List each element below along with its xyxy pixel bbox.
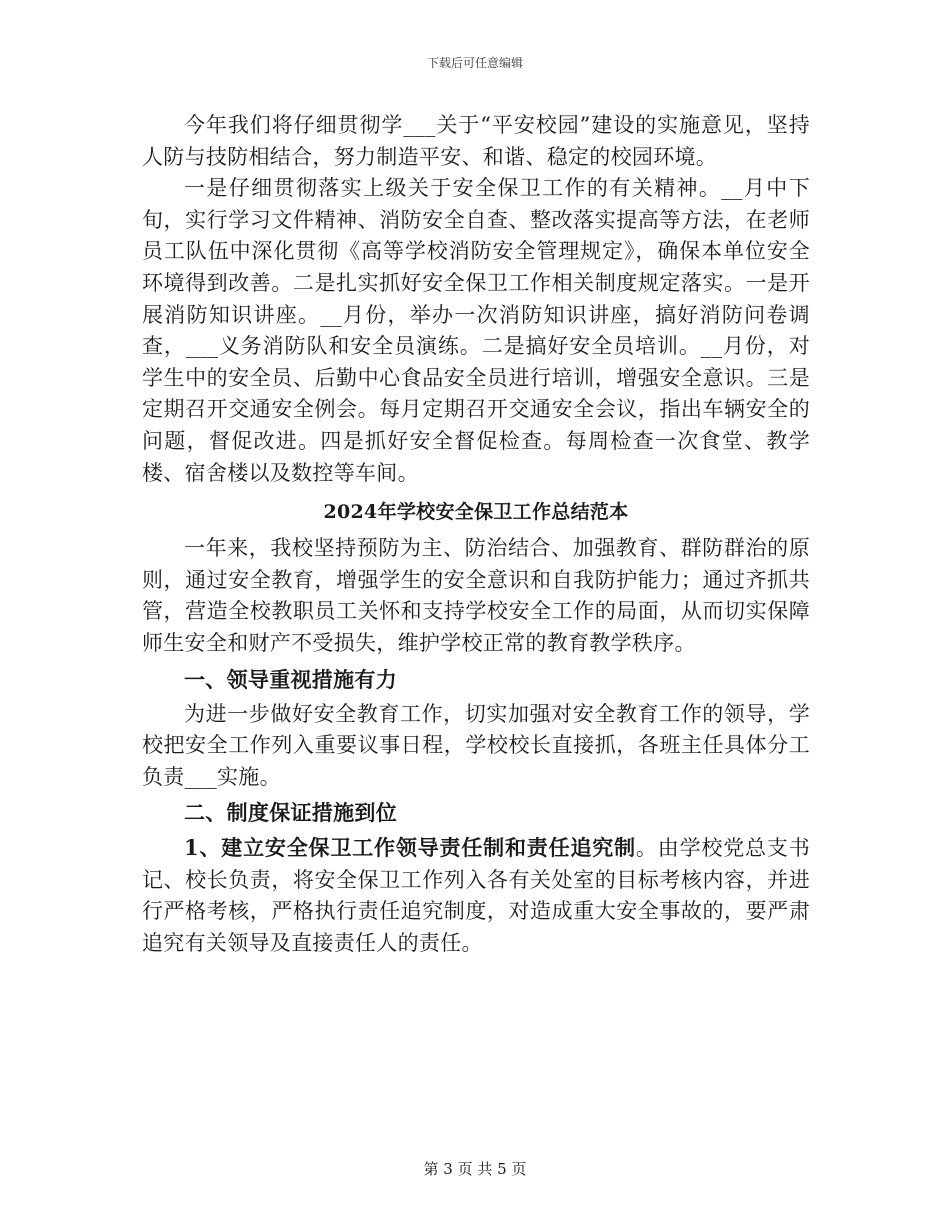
section-heading-2: 二、制度保证措施到位 [184, 800, 397, 826]
document-body [142, 110, 810, 960]
page-footer: 第 3 页 共 5 页 [423, 1160, 527, 1178]
paragraph: 今年我们将仔细贯彻学___关于“平安校园”建设的实施意见，坚持人防与技防相结合，努力制造平安、和谐、稳定的校园环境。 [142, 113, 810, 169]
document-title: 2024年学校安全保卫工作总结范本 [323, 501, 629, 524]
page-header: 下载后可任意编辑 [426, 56, 523, 70]
item-1-text: 。由学校党总支书记、校长负责，将安全保卫工作列入各有关处室的目标考核内容，并进行严格考核，严格执行责任追究制度，对造成重大安全事故的，要严肃追究有关领导及直接责任人的责任。 [142, 836, 810, 956]
section-1-paragraph: 为进一步做好安全教育工作，切实加强对安全教育工作的领导，学校把安全工作列入重要议事日程，学校校长直接抓，各班主任具体分工负责___实施。 [142, 701, 810, 789]
section-2-item-1 [142, 832, 810, 959]
intro-paragraph: 一年来，我校坚持预防为主、防治结合、加强教育、群防群治的原则，通过安全教育，增强学生的安全意识和自我防护能力；通过齐抓共管，营造全校教职员工关怀和支持学校安全工作的局面，从而切实保障师生安全和财产不受损失，维护学校正常的教育教学秩序。 [142, 536, 810, 655]
item-1-lead: 1、建立安全保卫工作领导责任制和责任追究制 [184, 835, 636, 861]
section-heading-1: 一、领导重视措施有力 [184, 666, 397, 692]
paragraph: 一是仔细贯彻落实上级关于安全保卫工作的有关精神。__月中下旬，实行学习文件精神、消防安全自查、整改落实提高等方法，在老师员工队伍中深化贯彻《高等学校消防安全管理规定》，确保本单位安全环境得到改善。二是扎实抓好安全保卫工作相关制度规定落实。一是开展消防知识讲座。__月份，举办一次消防知识讲座，搞好消防问卷调查，___义务消防队和安全员演练。二是搞好安全员培训。__月份，对学生中的安全员、后勤中心食品安全员进行培训，增强安全意识。三是定期召开交通安全例会。每月定期召开交通安全会议，指出车辆安全的问题，督促改进。四是抓好安全督促检查。每周检查一次食堂、教学楼、宿舍楼以及数控等车间。 [142, 176, 810, 485]
